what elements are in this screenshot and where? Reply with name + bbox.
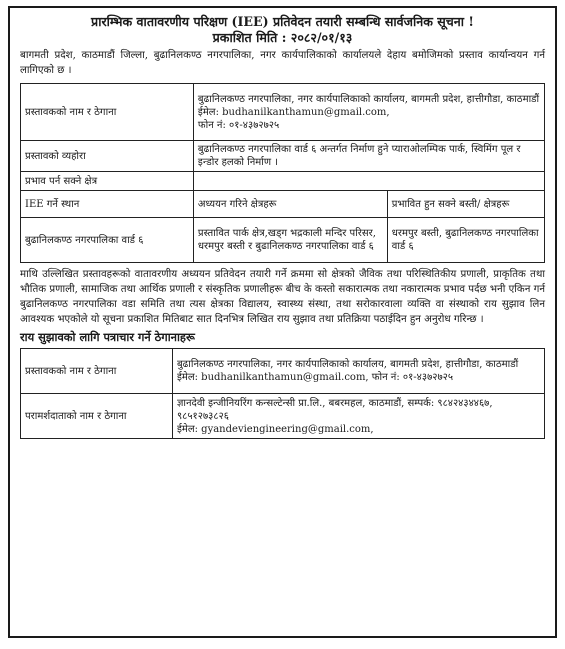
proponent-phone: फोन नं: ०१-४३७२७२५ bbox=[197, 119, 280, 131]
affected-area-label-cell: प्रभाव पर्न सक्ने क्षेत्र bbox=[21, 172, 194, 191]
consultant-email: ईमेल: gyandeviengineering@gmail.com, bbox=[176, 423, 374, 435]
location-cell: बुढानिलकण्ठ नगरपालिका वार्ड ६ bbox=[21, 218, 194, 263]
col-header-study-area: अध्ययन गरिने क्षेत्रहरू bbox=[193, 191, 387, 218]
notice-title: प्रारम्भिक वातावरणीय परिक्षण (IEE) प्रतिवेदन तयारी सम्बन्धि सार्वजनिक सूचना ! bbox=[91, 14, 474, 29]
table-header-row bbox=[21, 191, 545, 218]
study-area-cell: प्रस्तावित पार्क क्षेत्र,खड्ग भद्रकाली मन्दिर परिसर, धरमपुर बस्ती र बुढानिलकण्ठ नगरपालिका वार्ड ६ bbox=[193, 218, 387, 263]
proponent-email: ईमेल: budhanilkanthamun@gmail.com, bbox=[197, 106, 390, 118]
table-row bbox=[21, 394, 545, 439]
description-cell: बुढानिलकण्ठ नगरपालिका वार्ड ६ अन्तर्गत निर्माण हुने प्याराओलम्पिक पार्क, स्विमिंग पूल र इन्डोर हलको निर्माण । bbox=[193, 141, 544, 172]
publish-date: प्रकाशित मिति : २०८२/०१/१३ bbox=[212, 30, 353, 45]
consultant-address-cell bbox=[172, 394, 544, 439]
table-row bbox=[21, 218, 545, 263]
col-header-affected: प्रभावित हुन सक्ने बस्ती/ क्षेत्रहरू bbox=[387, 191, 544, 218]
table-row bbox=[21, 141, 545, 172]
proponent-office: बुढानिलकण्ठ नगरपालिका, नगर कार्यपालिकाको कार्यालय, बागमती प्रदेश, हात्तीगौडा, काठमाडौं bbox=[197, 93, 540, 105]
table-row bbox=[21, 172, 545, 191]
affected-cell: धरमपुर बस्ती, बुढानिलकण्ठ नगरपालिका वार्ड ६ bbox=[387, 218, 544, 263]
proponent-address-cell bbox=[172, 349, 544, 394]
proponent-address-cell bbox=[193, 84, 544, 141]
table-row bbox=[21, 349, 545, 394]
proponent-contact: ईमेल: budhanilkanthamun@gmail.com, फोन नं: ०१-४३७२७२५ bbox=[176, 372, 454, 383]
project-details-table bbox=[20, 83, 545, 263]
intro-paragraph: बागमती प्रदेश, काठमाडौं जिल्ला, बुढानिलकण्ठ नगरपालिका, नगर कार्यपालिकाको कार्यालयले देहाय बमोजिमको प्रस्ताव कार्यान्वयन गर्न लागिएको छ । bbox=[20, 50, 545, 76]
affected-area-empty-cell bbox=[193, 172, 544, 191]
section-heading: राय सुझावको लागि पत्राचार गर्ने ठेगानाहरू bbox=[20, 330, 195, 344]
proponent-label-cell: प्रस्तावकको नाम र ठेगाना bbox=[21, 349, 173, 394]
proponent-label-cell: प्रस्तावकको नाम र ठेगाना bbox=[21, 84, 194, 141]
consultant-label-cell: परामर्शदाताको नाम र ठेगाना bbox=[21, 394, 173, 439]
consultant-office: ज्ञानदेवी इन्जीनियरिंग कन्सल्टेन्सी प्रा.लि., बबरमहल, काठमाडौं, सम्पर्क: ९८४२४३४४६७, ९८५१२७३८२६ bbox=[176, 397, 493, 422]
public-notice bbox=[8, 6, 557, 638]
body-paragraph: माथि उल्लिखित प्रस्तावहरूको वातावरणीय अध्ययन प्रतिवेदन तयारी गर्ने क्रममा सो क्षेत्रको जैविक तथा परिस्थितिकीय प्रणाली, प्राकृतिक तथा भौतिक प्रणाली, सामाजिक तथा आर्थिक प्रणाली र संस्कृतिक प्रणालीहरू बीच के कस्तो सकारात्मक तथा नकारात्मक प्रभाव पर्दछ भनी एकिन गर्न बुढानिलकण्ठ नगरपालिका वडा समिति तथा त्यस क्षेत्रका विद्यालय, स्वास्थ्य संस्था, तथा सरोकारवाला व्यक्ति वा संस्थाको राय सुझाव लिन आवश्यक भएकोले यो सूचना प्रकाशित मितिबाट सात दिनभित्र लिखित राय सुझाव तथा प्रतिक्रिया पठाईदिन हुन अनुरोध गरिन्छ । bbox=[20, 269, 545, 325]
table-row bbox=[21, 84, 545, 141]
col-header-location: IEE गर्ने स्थान bbox=[21, 191, 194, 218]
correspondence-table bbox=[20, 348, 545, 439]
description-label-cell: प्रस्तावको व्यहोरा bbox=[21, 141, 194, 172]
proponent-office: बुढानिलकण्ठ नगरपालिका, नगर कार्यपालिकाको कार्यालय, बागमती प्रदेश, हात्तीगौडा, काठमाडौं bbox=[176, 359, 519, 370]
